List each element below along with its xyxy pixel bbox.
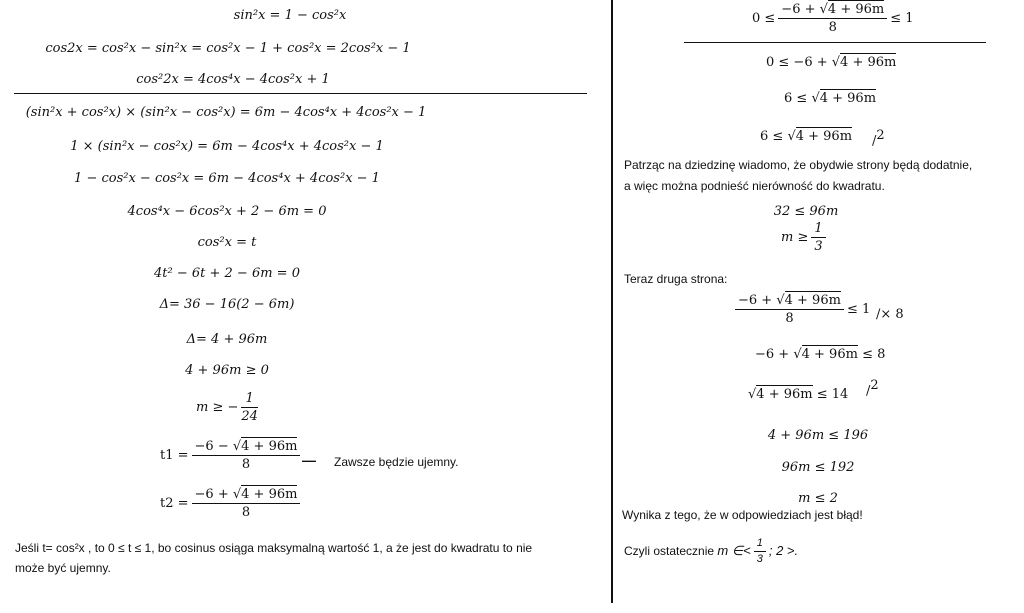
r7-num-text: −6 + [738, 293, 777, 308]
paragraph-line-1: Jeśli t= cos²x , to 0 ≤ t ≤ 1, bo cosinus osiąga maksymalną wartość 1, a że jest do kwadratu to nie [15, 541, 533, 555]
t1-fraction [192, 440, 301, 471]
fraction-denominator: 3 [756, 553, 763, 565]
op-exponent: 2 [876, 128, 885, 143]
t2-numerator [192, 488, 301, 504]
eq-substitution: cos²x = t [197, 235, 257, 250]
r9-rhs: ≤ 14 [812, 387, 849, 402]
t2-label: t2 = [160, 496, 189, 511]
sqrt-symbol: √ [748, 387, 757, 402]
sqrt-symbol: √ [831, 55, 841, 70]
paragraph-line-2: może być ujemny. [15, 561, 111, 575]
r2-text: 0 ≤ −6 + [766, 55, 832, 70]
text-domain-note: Patrząc na dziedzinę wiadomo, że obydwie strony będą dodatnie, [624, 158, 973, 172]
fraction-numerator: 1 [811, 222, 825, 238]
fraction-numerator: 1 [754, 538, 766, 552]
dash: — [302, 452, 316, 468]
eq-r1 [752, 3, 914, 34]
sqrt-radicand: 4 + 96m [795, 129, 853, 144]
r7-numerator [735, 294, 844, 310]
r1-rhs: ≤ 1 [890, 11, 914, 26]
text-conclusion: Wynika z tego, że w odpowiedziach jest błąd! [622, 508, 863, 522]
eq-r3 [784, 92, 876, 105]
eq-r6 [781, 222, 829, 253]
sqrt-symbol: √ [776, 293, 785, 308]
sqrt-symbol: √ [232, 439, 242, 454]
fraction-1-3 [811, 222, 825, 253]
t1-denominator: 8 [241, 457, 251, 472]
sqrt-radicand: 4 + 96m [756, 387, 813, 402]
sqrt-radicand: 4 + 96m [819, 91, 877, 106]
eq-t1 [160, 440, 303, 471]
eq-m-bound-lhs: m ≥ − [196, 400, 239, 415]
r1-denominator: 8 [828, 20, 837, 35]
final-interval-close: ; 2 >. [768, 542, 799, 558]
r8-rhs: ≤ 8 [857, 347, 886, 362]
fraction-denominator: 24 [241, 409, 258, 424]
t1-label: t1 = [160, 448, 189, 463]
t1-numerator [192, 440, 301, 456]
t2-denominator: 8 [241, 505, 251, 520]
eq-r8 [755, 348, 885, 361]
eq-step7: 4cos⁴x − 6cos²x + 2 − 6m = 0 [127, 204, 327, 219]
eq-m-bound [196, 392, 261, 423]
t1-note: Zawsze będzie ujemny. [334, 455, 459, 469]
sqrt-radicand: 4 + 96m [241, 439, 298, 454]
eq-delta2: Δ= 4 + 96m [186, 332, 268, 347]
eq-step5: 1 × (sin²x − cos²x) = 6m − 4cos⁴x + 4cos²x − 1 [70, 139, 384, 154]
eq-r10: 4 + 96m ≤ 196 [767, 428, 869, 443]
fraction-1-3-final [754, 538, 766, 565]
sqrt-symbol: √ [819, 2, 828, 17]
eq-delta1: Δ= 36 − 16(2 − 6m) [159, 297, 295, 312]
eq-r9 [748, 388, 848, 401]
text-second-side: Teraz druga strona: [624, 272, 728, 286]
final-interval-open: m ∈< [717, 542, 751, 558]
fraction-numerator: 1 [241, 392, 258, 408]
final-math [717, 537, 799, 565]
r8-text: −6 + [755, 347, 794, 362]
op-slash: / [872, 133, 877, 149]
eq-cos2x: cos2x = cos²x − sin²x = cos²x − 1 + cos²x = 2cos²x − 1 [45, 41, 411, 56]
r3-text: 6 ≤ [784, 91, 812, 106]
eq-r7 [732, 294, 870, 325]
t1-num-text: −6 − [194, 439, 233, 454]
fraction-denominator: 3 [814, 239, 823, 254]
t2-num-text: −6 + [194, 487, 233, 502]
r4-text: 6 ≤ [760, 129, 788, 144]
eq-t2 [160, 488, 303, 519]
r7-rhs: ≤ 1 [846, 302, 871, 317]
eq-r12: m ≤ 2 [798, 491, 838, 506]
op-slash: / [866, 383, 871, 399]
r1-numerator [778, 3, 887, 19]
r1-lhs: 0 ≤ [752, 11, 776, 26]
eq-quadratic: 4t² − 6t + 2 − 6m = 0 [154, 266, 300, 281]
r1-num-text: −6 + [781, 2, 820, 17]
square-operation [872, 128, 885, 148]
divider-left [14, 93, 587, 94]
divider-right [684, 42, 986, 43]
sqrt-symbol: √ [232, 487, 242, 502]
sqrt-radicand: 4 + 96m [840, 55, 897, 70]
text-square-note: a więc można podnieść nierówność do kwadratu. [624, 179, 885, 193]
sqrt-radicand: 4 + 96m [827, 2, 885, 17]
op-exponent: 2 [870, 378, 879, 393]
eq-sin-identity: sin²x = 1 − cos²x [233, 8, 347, 23]
r1-fraction [778, 3, 887, 34]
sqrt-radicand: 4 + 96m [241, 487, 298, 502]
fraction-1-24 [241, 392, 258, 423]
r7-fraction [735, 294, 844, 325]
eq-step6: 1 − cos²x − cos²x = 6m − 4cos⁴x + 4cos²x − 1 [74, 171, 380, 186]
multiply-operation: /× 8 [876, 307, 904, 322]
eq-cos2-2x: cos²2x = 4cos⁴x − 4cos²x + 1 [136, 72, 330, 87]
r7-denominator: 8 [785, 311, 794, 326]
eq-r11: 96m ≤ 192 [781, 460, 855, 475]
sqrt-radicand: 4 + 96m [801, 347, 858, 362]
t2-fraction [192, 488, 301, 519]
text-final-answer [624, 538, 798, 565]
r6-lhs: m ≥ [781, 230, 809, 245]
eq-r2 [766, 56, 896, 69]
square-operation-2 [866, 378, 879, 398]
eq-r5: 32 ≤ 96m [773, 204, 839, 219]
sqrt-symbol: √ [811, 91, 820, 106]
column-separator [611, 0, 613, 603]
eq-product: (sin²x + cos²x) × (sin²x − cos²x) = 6m − 4cos⁴x + 4cos²x − 1 [25, 105, 427, 120]
eq-delta-condition: 4 + 96m ≥ 0 [185, 363, 269, 378]
sqrt-symbol: √ [787, 129, 796, 144]
sqrt-radicand: 4 + 96m [784, 293, 841, 308]
sqrt-symbol: √ [793, 347, 802, 362]
eq-r4 [760, 130, 852, 143]
final-text: Czyli ostatecznie [624, 543, 718, 558]
